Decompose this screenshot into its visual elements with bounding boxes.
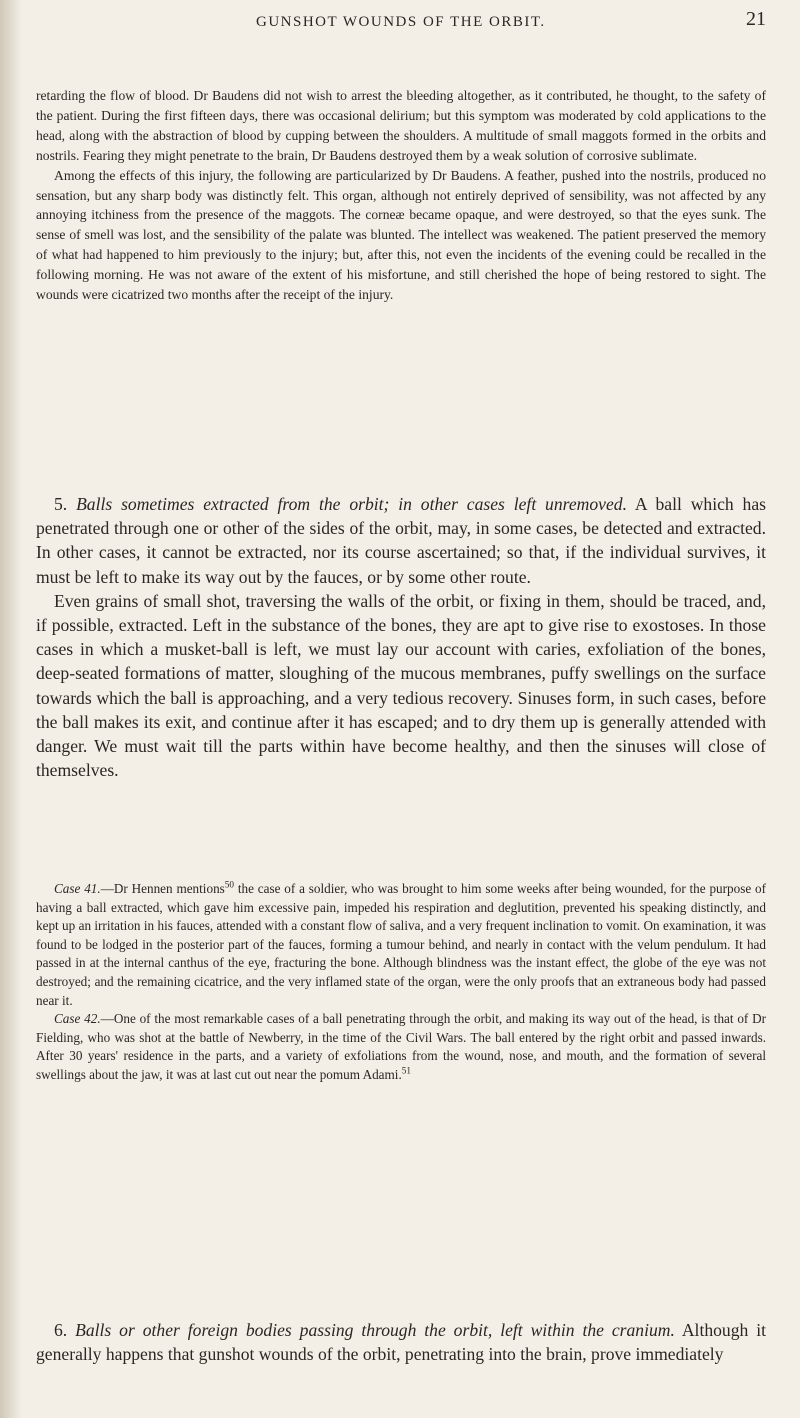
continued-narrative [36,86,766,305]
case-41-footnote-ref: 50 [224,879,235,890]
section-6-body: Although it generally happens that gunshot wounds of the orbit, penetrating into the brain, prove immediately [36,1320,766,1364]
case-42 [36,1010,766,1084]
case-reports [36,880,766,1085]
page-number: 21 [746,8,766,30]
section-5 [36,492,766,782]
section-6 [36,1318,766,1366]
section-6-title: Balls or other foreign bodies passing through the orbit, left within the cranium. [75,1320,675,1340]
case-41-text-a: —Dr Hennen mentions [100,881,225,896]
case-42-label: Case 42. [54,1011,101,1027]
page-header [0,8,766,36]
section-5-body: A ball which has penetrated through one or other of the sides of the orbit, may, in some cases, be detected and extracted. In other cases, it cannot be extracted, nor its course ascertained; so that, if the individual survives, it must be left to make its way out by the fauces, or by some other route. [36,494,766,587]
case-41 [36,880,766,1010]
case-42-footnote-ref: 51 [401,1065,411,1076]
case-41-text-b: the case of a soldier, who was brought to him some weeks after being wounded, for the purpose of having a ball extracted, which gave him excessive pain, impeded his respiration and deglutition, prevented his speaking distinctly, and kept up an irritation in his fauces, attended with a constant flow of saliva, and a very frequent inclination to vomit. On examination, it was found to be lodged in the posterior part of the fauces, forming a tumour behind, and nearly in contact with the velum pendulum. It had passed in at the internal canthus of the eye, fracturing the bone. Although blindness was the instant effect, the globe of the eye was not destroyed; and the remaining cicatrice, and the very inflamed state of the organ, were the only proofs that an extraneous body had passed near it. [36,881,767,1008]
running-head: GUNSHOT WOUNDS OF THE ORBIT. [256,14,546,30]
case-41-label: Case 41. [54,881,101,896]
paragraph-continued: retarding the flow of blood. Dr Baudens did not wish to arrest the bleeding altogether, as it contributed, he thought, to the safety of the patient. During the first fifteen days, there was occasional delirium; but this symptom was moderated by cold applications to the head, along with the abstraction of blood by cupping between the shoulders. A multitude of small maggots formed in the orbits and nostrils. Fearing they might penetrate to the brain, Dr Baudens destroyed them by a weak solution of corrosive sublimate. [36,88,766,163]
section-5-intro [36,492,766,589]
section-5-title: Balls sometimes extracted from the orbit; in other cases left unremoved. [76,494,627,514]
section-6-number: 6. [54,1320,68,1340]
section-5-number: 5. [54,494,68,514]
section-6-intro [36,1318,766,1366]
section-5-paragraph-2: Even grains of small shot, traversing the walls of the orbit, or fixing in them, should be traced, and, if possible, extracted. Left in the substance of the bones, they are apt to give rise to exostoses. In those cases in which a musket-ball is left, we must lay our account with caries, exfoliation of the bones, deep-seated formations of matter, sloughing of the mucous membranes, puffy swellings on the surface towards which the ball is approaching, and a very tedious recovery. Sinuses form, in such cases, before the ball makes its exit, and continue after it has escaped; and to dry them up is generally attended with danger. We must wait till the parts within have become healthy, and then the sinuses will close of themselves. [36,590,766,781]
binding-gutter-shadow [0,0,22,1418]
paragraph-effects: Among the effects of this injury, the following are particularized by Dr Baudens. A feather, pushed into the nostrils, produced no sensation, but any sharp body was distinctly felt. This organ, although not entirely deprived of sensibility, was not affected by any annoying itchiness from the presence of the maggots. The corneæ became opaque, and were destroyed, so that the eyes sunk. The sense of smell was lost, and the sensibility of the palate was blunted. The intellect was weakened. The patient preserved the memory of what had happened to him previously to the injury; but, after this, not even the incidents of the evening could be recalled in the following morning. He was not aware of the extent of his misfortune, and still cherished the hope of being restored to sight. The wounds were cicatrized two months after the receipt of the injury. [36,167,766,303]
case-42-text: —One of the most remarkable cases of a ball penetrating through the orbit, and making its way out of the head, is that of Dr Fielding, who was shot at the battle of Newberry, in the time of the Civil Wars. The ball entered by the right orbit and passed inwards. After 30 years' residence in the parts, and a variety of exfoliations from the wound, nose, and mouth, and the formation of several swellings about the jaw, it was at last cut out near the pomum Adami. [36,1011,766,1082]
